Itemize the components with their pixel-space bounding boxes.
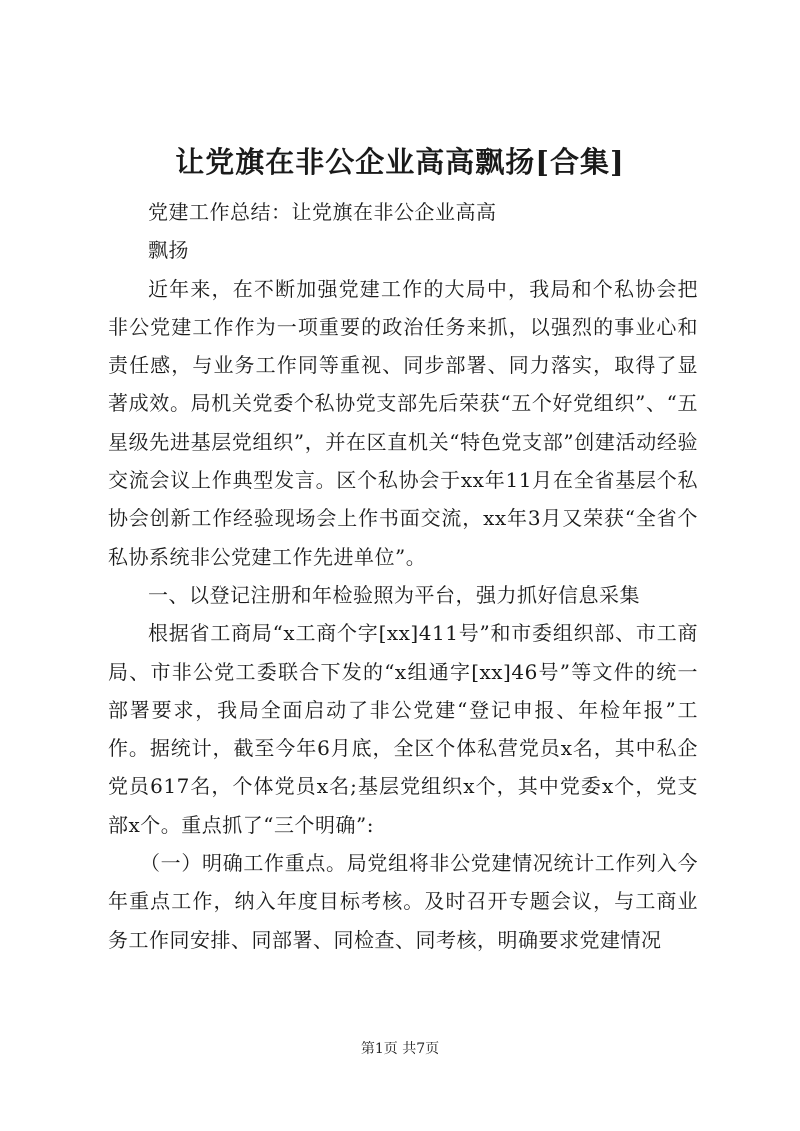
paragraph-section-1: 根据省工商局“x工商个字[xx]411号”和市委组织部、市工商局、市非公党工委联合下发的“x组通字[xx]46号”等文件的统一部署要求，我局全面启动了非公党建“登记申报、年检年报”工作。据统计，截至今年6月底，全区个体私营党员x名，其中私企党员617名，个体党员x名;基层党组织x个，其中党委x个，党支部x个。重点抓了“三个明确”:: [108, 621, 698, 837]
document-title: 让党旗在非公企业高高飘扬[合集]: [175, 145, 625, 179]
paragraph-subtitle-line1: 党建工作总结：让党旗在非公企业高高: [148, 200, 497, 224]
section-heading-1: 一、以登记注册和年检验照为平台，强力抓好信息采集: [148, 582, 640, 607]
page-footer: 第1页 共7页: [360, 1041, 440, 1057]
paragraph-intro: 近年来，在不断加强党建工作的大局中，我局和个私协会把非公党建工作作为一项重要的政治任务来抓，以强烈的事业心和责任感，与业务工作同等重视、同步部署、同力落实，取得了显著成效。局机关党委个私协党支部先后荣获“五个好党组织”、“五星级先进基层党组织”，并在区直机关“特色党支部”创建活动经验交流会议上作典型发言。区个私协会于xx年11月在全省基层个私协会创新工作经验现场会上作书面交流，xx年3月又荣获“全省个私协系统非公党建工作先进单位”。: [108, 276, 698, 569]
document-body: [108, 193, 698, 959]
paragraph-subtitle-line2: 飘扬: [148, 238, 189, 263]
paragraph-subsection-1: （一）明确工作重点。局党组将非公党建情况统计工作列入今年重点工作，纳入年度目标考核。及时召开专题会议，与工商业务工作同安排、同部署、同检查、同考核，明确要求党建情况: [108, 851, 698, 952]
